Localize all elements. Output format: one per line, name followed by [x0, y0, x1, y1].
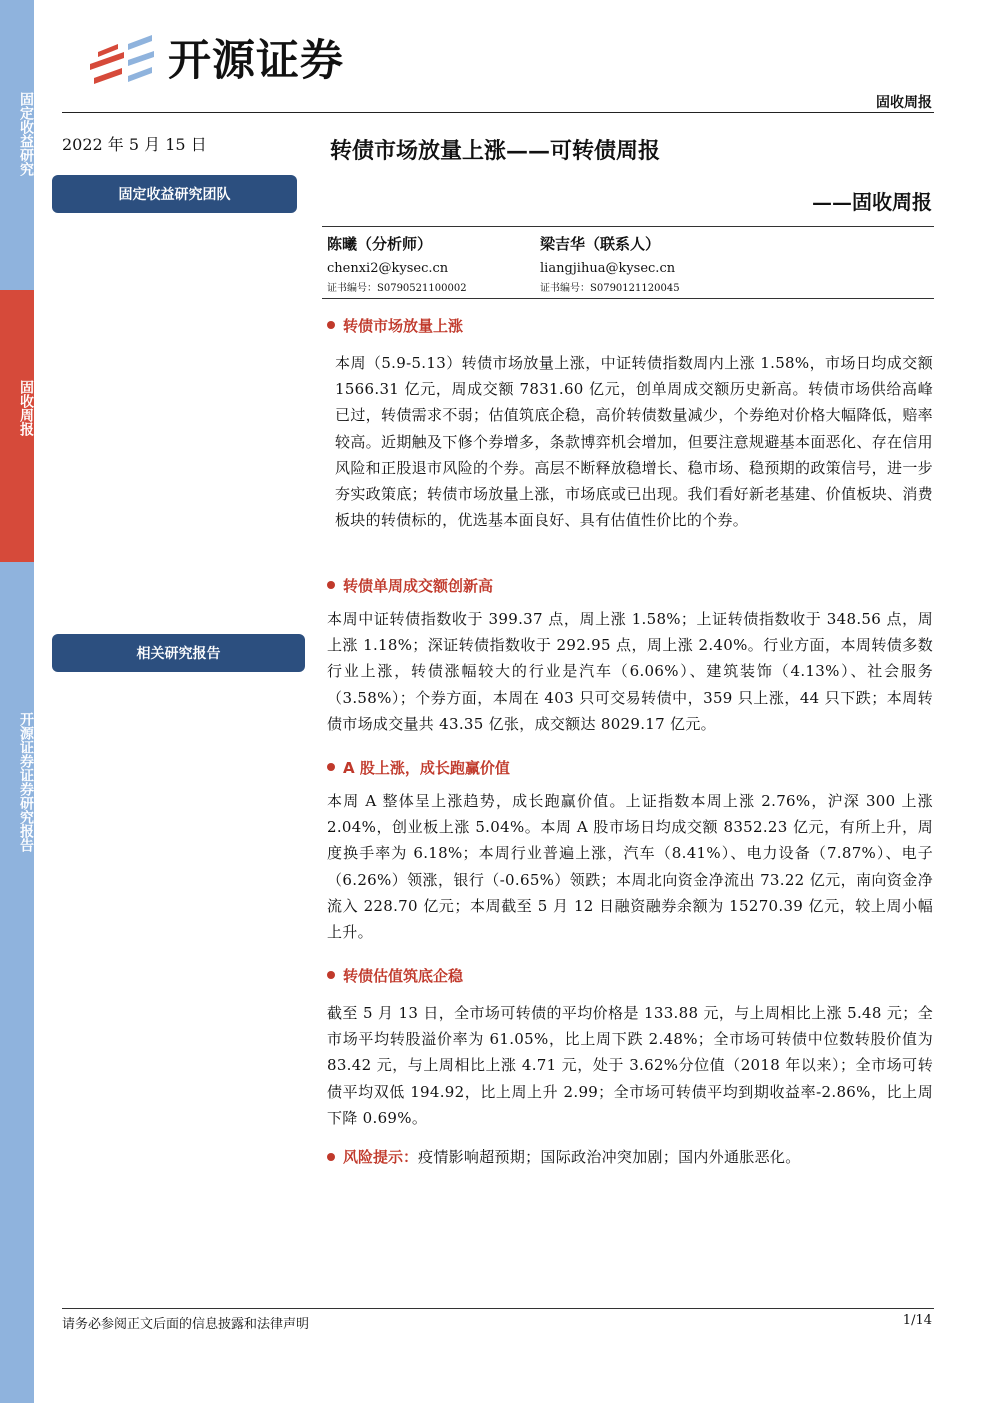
report-date: 2022 年 5 月 15 日 — [62, 135, 207, 154]
section-heading: 转债单周成交额创新高 — [343, 576, 494, 595]
section-market — [327, 314, 933, 533]
section-valuation — [327, 964, 933, 1131]
footer-disclaimer: 请务必参阅正文后面的信息披露和法律声明 — [62, 1317, 310, 1332]
bullet-icon — [327, 971, 335, 979]
author-divider — [322, 298, 934, 299]
risk-label: 风险提示： — [343, 1148, 419, 1166]
footer-divider — [62, 1308, 934, 1309]
side-label-fixed-income: 固定收益研究 — [18, 92, 34, 176]
author-email: liangjihua@kysec.cn — [540, 261, 676, 276]
section-body: 本周（5.9-5.13）转债市场放量上涨，中证转债指数周内上涨 1.58%，市场日均成交额 1566.31 亿元，周成交额 7831.60 亿元，创单周成交额历史新高。转债市场供给高峰已过，转债需求不弱；估值筑底企稳，高价转债数量减少，个券绝对价格大幅降低，赔率较高。近期触及下修个券增多，条款博弈机会增加，但要注意规避基本面恶化、存在信用风险和正股退市风险的个券。高层不断释放稳增长、稳市场、稳预期的政策信号，进一步夯实政策底；转债市场放量上涨，市场底或已出现。我们看好新老基建、价值板块、消费板块的转债标的，优选基本面良好、具有估值性价比的个券。 — [335, 354, 933, 530]
report-type-label: 固收周报 — [876, 95, 932, 111]
brand-name: 开源证券 — [168, 36, 344, 86]
section-heading: 转债估值筑底企稳 — [343, 966, 464, 985]
section-body: 本周 A 整体呈上涨趋势，成长跑赢价值。上证指数本周上涨 2.76%，沪深 300 上涨 2.04%，创业板上涨 5.04%。本周 A 股市场日均成交额 8352.23 亿元，有所上升，周度换手率为 6.18%；本周行业普遍上涨，汽车（8.41%）、电力设备（7.87%）、电子（6.26%）领涨，银行（-0.65%）领跌；本周北向资金净流出 73.22 亿元，南向资金净流入 228.70 亿元；本周截至 5 月 12 日融资融券余额为 15270.39 亿元，较上周小幅上升。 — [327, 792, 933, 942]
author-cert: 证书编号：S0790121120045 — [540, 283, 680, 294]
section-heading: 转债市场放量上涨 — [343, 316, 464, 335]
author-card — [540, 234, 680, 296]
page-title: 转债市场放量上涨——可转债周报 — [330, 138, 661, 164]
brand-logo — [88, 30, 388, 90]
section-body: 截至 5 月 13 日，全市场可转债的平均价格是 133.88 元，与上周相比上涨 5.48 元；全市场平均转股溢价率为 61.05%，比上周下跌 2.48%；全市场可转债中位数转股价值为 83.42 元，与上周相比上涨 4.71 元，处于 3.62%分位值（2018 年以来）；全市场可转债平均双低 194.92，比上周上升 2.99；全市场可转债平均到期收益率-2.86%，比上周下降 0.69%。 — [327, 1004, 933, 1127]
side-strip — [0, 0, 34, 1403]
author-name: 陈曦（分析师） — [327, 235, 433, 253]
section-a-share — [327, 756, 933, 945]
logo-mark-icon — [88, 30, 160, 90]
section-heading: A 股上涨，成长跑赢价值 — [343, 758, 510, 777]
bullet-icon — [327, 763, 335, 771]
side-label-report: 开源证券证券研究报告 — [18, 712, 34, 852]
title-divider — [322, 226, 934, 227]
author-name: 梁吉华（联系人） — [540, 235, 661, 253]
team-badge: 固定收益研究团队 — [52, 175, 297, 213]
bullet-icon — [327, 321, 335, 329]
bullet-icon — [327, 581, 335, 589]
side-strip-bottom — [0, 562, 34, 1403]
header-divider — [62, 112, 934, 113]
author-cert: 证书编号：S0790521100002 — [327, 283, 467, 294]
section-turnover — [327, 574, 933, 737]
related-reports-badge: 相关研究报告 — [52, 634, 305, 672]
author-email: chenxi2@kysec.cn — [327, 261, 449, 276]
author-card — [327, 234, 467, 296]
page-subtitle: ——固收周报 — [812, 190, 932, 214]
risk-notice — [327, 1146, 801, 1167]
section-body: 本周中证转债指数收于 399.37 点，周上涨 1.58%；上证转债指数收于 348.56 点，周上涨 1.18%；深证转债指数收于 292.95 点，周上涨 2.40%。行业方面，本周转债多数行业上涨，转债涨幅较大的行业是汽车（6.06%）、建筑装饰（4.13%）、社会服务（3.58%）；个券方面，本周在 403 只可交易转债中，359 只上涨，44 只下跌；本周转债市场成交量共 43.35 亿张，成交额达 8029.17 亿元。 — [327, 610, 933, 733]
bullet-icon — [327, 1153, 335, 1161]
risk-text: 疫情影响超预期；国际政治冲突加剧；国内外通胀恶化。 — [418, 1148, 801, 1166]
page-number: 1/14 — [902, 1313, 932, 1328]
side-label-weekly: 固收周报 — [18, 380, 34, 436]
